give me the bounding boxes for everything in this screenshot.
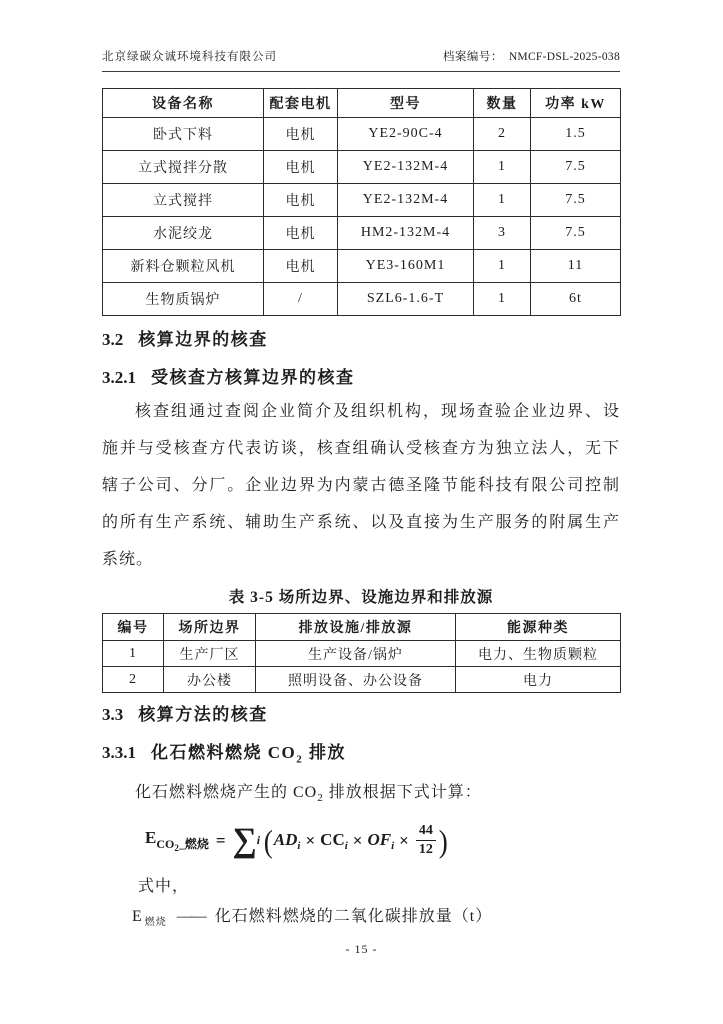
table-header-cell: 场所边界	[164, 614, 256, 641]
table-header-cell: 设备名称	[103, 89, 264, 118]
table-cell: 1.5	[531, 118, 621, 151]
page-number: - 15 -	[345, 942, 378, 956]
symbol: E $_{燃烧}$	[132, 907, 167, 928]
table-cell: 水泥绞龙	[103, 217, 264, 250]
formula-intro: 化石燃料燃烧产生的 $CO_2$ 排放根据下式计算：	[135, 784, 482, 805]
table-cell: 2	[474, 118, 531, 151]
file-number-value: NMCF-DSL-2025-038	[508, 51, 620, 63]
table-row	[103, 250, 621, 283]
table-header-cell: 型号	[338, 89, 474, 118]
table-row	[103, 118, 621, 151]
table-cell: 办公楼	[164, 667, 256, 693]
table-cell: 电机	[264, 184, 338, 217]
table-header-cell: 排放设施/排放源	[256, 614, 456, 641]
table-cell: 新料仓颗粒风机	[103, 250, 264, 283]
table-header-cell: 能源种类	[456, 614, 621, 641]
table-header-cell: 编号	[103, 614, 164, 641]
term-OF: $OF_i$	[367, 829, 395, 852]
paragraph-line: 核查组通过查阅企业简介及组织机构，现场查验企业边界、设	[135, 403, 620, 420]
table-header-row	[103, 89, 621, 118]
table-cell: 11	[531, 250, 621, 283]
section-heading-3-2	[102, 329, 620, 351]
table-cell: YE2-132M-4	[338, 151, 474, 184]
table-cell: 生产设备/锅炉	[256, 641, 456, 667]
table-row	[103, 283, 621, 316]
sigma-symbol: ∑	[232, 821, 257, 859]
table-cell: 电机	[264, 217, 338, 250]
table-cell: 1	[474, 184, 531, 217]
table-row	[103, 184, 621, 217]
company-name: 北京绿碳众诚环境科技有限公司	[102, 51, 277, 63]
table-cell: 照明设备、办公设备	[256, 667, 456, 693]
table-cell: YE2-90C-4	[338, 118, 474, 151]
section-number: 3.3.1	[102, 743, 136, 762]
table-cell: 3	[474, 217, 531, 250]
file-number	[443, 48, 620, 64]
table-cell: 2	[103, 667, 164, 693]
table-cell: 7.5	[531, 151, 621, 184]
table-cell: 生物质锅炉	[103, 283, 264, 316]
section-heading-3-3	[102, 704, 620, 726]
section-number: 3.2.1	[102, 368, 136, 387]
table-row	[103, 217, 621, 250]
table-cell: YE2-132M-4	[338, 184, 474, 217]
equipment-table	[102, 88, 621, 316]
section-title: 受核查方核算边界的核查	[151, 368, 355, 387]
paragraph-line: 的所有生产系统、辅助生产系统、以及直接为生产服务的附属生产	[102, 514, 620, 531]
section-number: 3.2	[102, 330, 124, 349]
table-3-5-caption: 表 3-5 场所边界、设施边界和排放源	[228, 589, 494, 606]
open-paren: (	[263, 822, 273, 859]
formula-lhs: $E_{CO_2\_燃烧}$	[145, 828, 209, 854]
term-CC: $CC_i$	[320, 829, 348, 852]
table-cell: SZL6-1.6-T	[338, 283, 474, 316]
table-cell: 1	[103, 641, 164, 667]
boundary-table	[102, 613, 621, 693]
table-row	[103, 641, 621, 667]
table-cell: 7.5	[531, 217, 621, 250]
paragraph-line: 施并与受核查方代表访谈，核查组确认受核查方为独立法人，无下	[102, 440, 620, 457]
table-row	[103, 667, 621, 693]
table-cell: 立式搅拌	[103, 184, 264, 217]
table-header-cell: 功率 kW	[531, 89, 621, 118]
table-cell: /	[264, 283, 338, 316]
times-sign: ×	[305, 830, 316, 850]
document-header	[102, 48, 620, 72]
table-cell: 6t	[531, 283, 621, 316]
file-number-label: 档案编号：	[442, 51, 503, 63]
table-row	[103, 151, 621, 184]
section-heading-3-3-1	[102, 742, 620, 770]
sigma-index: i	[256, 833, 261, 848]
table-cell: 7.5	[531, 184, 621, 217]
definition-dash: ——	[176, 907, 205, 925]
section-number: 3.3	[102, 705, 124, 724]
where-label: 式中，	[138, 877, 190, 895]
table-cell: 生产厂区	[164, 641, 256, 667]
table-cell: 立式搅拌分散	[103, 151, 264, 184]
table-cell: 电机	[264, 118, 338, 151]
table-cell: 电力	[456, 667, 621, 693]
times-sign: ×	[352, 830, 363, 850]
symbol-definition	[132, 906, 620, 934]
table-cell: HM2-132M-4	[338, 217, 474, 250]
boundary-paragraph	[102, 393, 620, 578]
section-title: 核算边界的核查	[138, 330, 268, 349]
table-cell: 1	[474, 151, 531, 184]
co2-combustion-formula	[145, 818, 620, 864]
definition-text: 化石燃料燃烧的二氧化碳排放量（t）	[214, 907, 493, 925]
times-sign: ×	[399, 830, 409, 850]
table-cell: 电机	[264, 151, 338, 184]
paragraph-line: 系统。	[102, 551, 154, 568]
equals-sign: =	[215, 830, 226, 850]
table-cell: 电机	[264, 250, 338, 283]
table-cell: 卧式下料	[103, 118, 264, 151]
section-heading-3-2-1	[102, 367, 620, 389]
term-AD: $AD_i$	[273, 829, 301, 852]
table-header-cell: 配套电机	[264, 89, 338, 118]
close-paren: )	[438, 822, 448, 859]
table-header-row	[103, 614, 621, 641]
table-cell: 1	[474, 283, 531, 316]
table-cell: 电力、生物质颗粒	[456, 641, 621, 667]
paragraph-line: 辖子公司、分厂。企业边界为内蒙古德圣隆节能科技有限公司控制	[102, 477, 620, 494]
table-cell: 1	[474, 250, 531, 283]
section-title: 化石燃料燃烧 $CO_2$ 排放	[151, 743, 346, 766]
table-cell: YE3-160M1	[338, 250, 474, 283]
fraction-44-12: $\frac{44}{12}$	[416, 823, 436, 858]
table-header-cell: 数量	[474, 89, 531, 118]
section-title: 核算方法的核查	[138, 705, 268, 724]
